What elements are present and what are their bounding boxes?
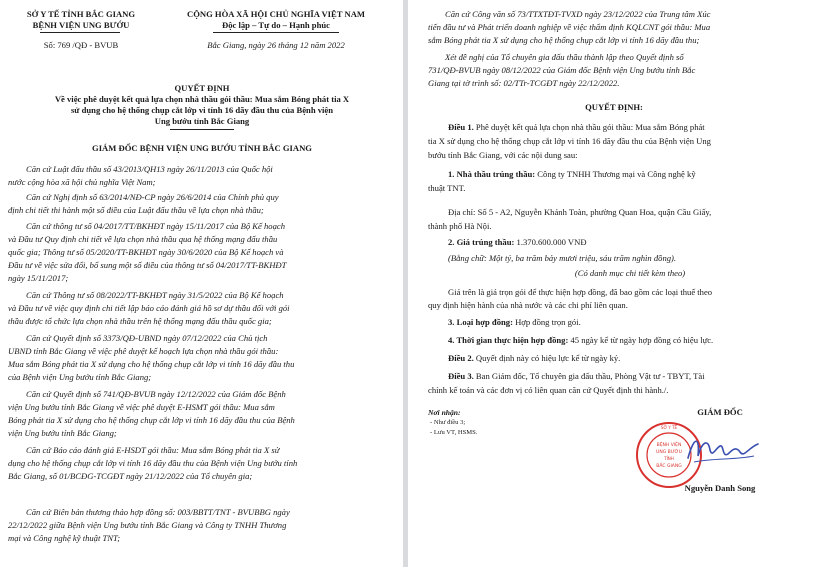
basis-line: Mua sắm Bóng phát tia X sử dụng cho hệ thống chụp cắt lớp vi tính 16 dãy đầu thu [8,359,295,369]
basis-line: Đầu tư về việc sửa đổi, bổ sung một số điều của thông tư số 04/2017/TT-BKHĐT [8,260,287,270]
basis-line: Căn cứ Luật đấu thầu số 43/2013/QH13 ngày 26/11/2013 của Quốc hội [26,164,273,174]
basis-line: Xét đề nghị của Tổ chuyên gia đấu thầu thành lập theo Quyết định số [445,52,684,62]
contract-type-label: 3. Loại hợp đồng: [448,317,513,327]
basis-line: thầu được tổ chức lựa chọn nhà thầu trên hệ thống mạng đấu thầu quốc gia; [8,316,272,326]
price-note-cont: quy định hiện hành của nhà nước và các chi phí liên quan. [428,300,628,310]
basis-line: tiến đầu tư và Phát triển doanh nghiệp về việc thẩm định KQLCNT gói thầu: Mua [428,22,711,32]
basis-line: Căn cứ Quyết định số 3373/QĐ-UBND ngày 07/12/2022 của Chủ tịch [26,333,268,343]
doc-subject-line: Về việc phê duyệt kết quả lựa chọn nhà thầu gói thầu: Mua sắm Bóng phát tia X [54,94,350,104]
article-3-label: Điều 3. [448,371,474,381]
agency-name: SỞ Y TẾ TỈNH BẮC GIANG [26,9,136,19]
recipient-item: - Lưu VT, HSMS. [430,429,478,436]
winner-value-cont: thuật TNT. [428,183,466,193]
basis-line: Giang tại tờ trình số: 02/TTr-TCGĐT ngày 22/12/2022. [428,78,620,88]
document-page-1 [0,0,403,567]
basis-line: và Đầu tư về việc quy định chi tiết lập báo cáo đánh giá hồ sơ dự thầu đối với gói [8,303,290,313]
recipient-item: - Như điều 3; [430,419,466,426]
basis-line: sắm Bóng phát tia X sử dụng cho hệ thống chụp cắt lớp vi tính 16 dãy đầu thu; [428,35,700,45]
basis-line: Căn cứ Quyết định số 741/QĐ-BVUB ngày 12/12/2022 của Giám đốc Bệnh [26,389,286,399]
basis-line: viện Ung bướu tỉnh Bắc Giang về việc phê duyệt E-HSMT gói thầu: Mua sắm [8,402,275,412]
svg-text:SỞ Y TẾ: SỞ Y TẾ [660,425,678,430]
basis-line: 731/QĐ-BVUB ngày 08/12/2022 của Giám đốc Bệnh viện Ung bướu tỉnh Bắc [428,65,696,75]
price-note: Giá trên là giá trọn gói để thực hiện hợp đồng, đã bao gồm các loại thuế theo [448,287,713,297]
article-1-line: tia X sử dụng cho hệ thống chụp cắt lớp vi tính 16 dãy đầu thu của Bệnh viện Ung [428,136,711,146]
basis-line: viện Ung bướu tỉnh Bắc Giang; [8,428,117,438]
svg-text:BỆNH VIỆN: BỆNH VIỆN [656,443,682,448]
basis-line: Căn cứ thông tư số 04/2017/TT/BKHĐT ngày 15/11/2017 của Bộ Kế hoạch [26,221,285,231]
svg-text:TỈNH: TỈNH [664,456,674,461]
country-name: CỘNG HÒA XÃ HỘI CHỦ NGHĨA VIỆT NAM [186,9,366,19]
contract-type-row [448,317,581,328]
basis-line: Căn cứ Công văn số 73/TTXTĐT-TVXD ngày 23/12/2022 của Trung tâm Xúc [445,9,711,19]
duration-label: 4. Thời gian thực hiện hợp đồng: [448,335,569,345]
article-3 [448,371,705,382]
article-1 [448,122,705,133]
hospital-name: BỆNH VIỆN UNG BƯỚU [32,20,130,30]
basis-line: Căn cứ Biên bản thương thảo hợp đồng số: 003/BBTT/TNT - BVUBBG ngày [26,507,290,517]
doc-subject-line: Ung bướu tỉnh Bắc Giang [154,116,250,126]
issuing-authority: GIÁM ĐỐC BỆNH VIỆN UNG BƯỚU TỈNH BẮC GIANG [92,143,312,153]
basis-line: Bắc Giang, số 01/BCĐG-TCGĐT ngày 21/12/2022 của Tổ chuyên gia; [8,471,253,481]
basis-line: UBND tỉnh Bắc Giang về việc phê duyệt kế hoạch lựa chọn nhà thầu gói thầu: [8,346,279,356]
price-value: 1.370.600.000 VNĐ [514,237,587,247]
doc-title: QUYẾT ĐỊNH [174,83,230,93]
article-3-cont: chính kế toán và các đơn vị có liên quan căn cứ Quyết định thi hành./. [428,385,669,395]
duration-value: 45 ngày kể từ ngày hợp đồng có hiệu lực. [568,335,714,345]
basis-line: nước cộng hòa xã hội chủ nghĩa Việt Nam; [8,177,156,187]
article-3-text: Ban Giám đốc, Tổ chuyên gia đấu thầu, Phòng Vật tư - TBYT, Tài [473,371,705,381]
article-2-label: Điều 2. [448,353,474,363]
subject-underline [170,129,234,130]
issue-date: Bắc Giang, ngày 26 tháng 12 năm 2022 [207,40,345,50]
price-appendix-note: (Có danh mục chi tiết kèm theo) [574,268,686,278]
article-1-line: bướu tỉnh Bắc Giang, với các nội dung sau: [428,150,578,160]
basis-line: và Đầu tư Quy định chi tiết về lựa chọn nhà thầu qua hệ thống mạng đấu thầu [8,234,278,244]
handwritten-signature [684,428,762,472]
article-2 [448,353,620,364]
svg-text:BẮC GIANG: BẮC GIANG [656,464,682,469]
winner-label: 1. Nhà thầu trúng thầu: [448,169,536,179]
header-divider [40,32,120,33]
basis-line: quốc gia; Thông tư số 05/2020/TT-BKHĐT ngày 30/6/2020 của Bộ Kế hoạch và [8,247,284,257]
price-row [448,237,587,248]
signer-title: GIÁM ĐỐC [697,407,743,417]
basis-line: ngày 15/11/2017; [8,273,69,283]
basis-line: Căn cứ Báo cáo đánh giá E-HSDT gói thầu: Mua sắm Bóng phát tia X sử [26,445,280,455]
motto-underline [213,32,339,33]
article-2-text: Quyết định này có hiệu lực kể từ ngày ký. [473,353,621,363]
signer-name: Nguyễn Danh Song [684,483,756,493]
basis-line: của Bệnh viện Ung bướu tỉnh Bắc Giang; [8,372,152,382]
winner-row [448,169,696,180]
contract-type-value: Hợp đồng trọn gói. [512,317,581,327]
price-label: 2. Giá trúng thầu: [448,237,515,247]
doc-subject-line: sử dụng cho hệ thống chụp cắt lớp vi tính 16 dãy đầu thu của Bệnh viện [70,105,334,115]
basis-line: Căn cứ Thông tư số 08/2022/TT-BKHĐT ngày 31/5/2022 của Bộ Kế hoạch [26,290,284,300]
basis-line: 22/12/2022 giữa Bệnh viện Ung bướu tỉnh Bắc Giang và Công ty TNHH Thương [8,520,287,530]
basis-line: mại và Công nghệ kỹ thuật TNT; [8,533,121,543]
article-1-label: Điều 1. [448,122,474,132]
duration-row [448,335,713,346]
winner-value: Công ty TNHH Thương mại và Công nghệ kỹ [535,169,696,179]
article-1-text: Phê duyệt kết quả lựa chọn nhà thầu gói thầu: Mua sắm Bóng phát [473,122,705,132]
winner-address-cont: thành phố Hà Nội. [428,221,492,231]
decision-number: Số: 769 /QĐ - BVUB [43,40,119,50]
recipients-heading: Nơi nhận: [428,408,461,417]
winner-address: Địa chỉ: Số 5 - A2, Nguyễn Khánh Toàn, phường Quan Hoa, quận Cầu Giấy, [448,207,712,217]
svg-text:UNG BƯỚU: UNG BƯỚU [656,450,682,455]
price-in-words: (Bằng chữ: Một tỷ, ba trăm bảy mươi triệu, sáu trăm nghìn đồng). [448,253,677,263]
basis-line: Căn cứ Nghị định số 63/2014/NĐ-CP ngày 26/6/2014 của Chính phủ quy [26,192,279,202]
national-motto: Độc lập – Tự do – Hạnh phúc [222,20,330,30]
basis-line: dụng cho hệ thống chụp cắt lớp vi tính 16 dãy đầu thu của Bệnh viện Ung bướu tỉnh [8,458,298,468]
basis-line: Bóng phát tia X sử dụng cho hệ thống chụp cắt lớp vi tính 16 dãy đầu thu của Bệnh [8,415,295,425]
basis-line: định chi tiết thi hành một số điều của Luật đấu thầu về lựa chọn nhà thầu; [8,205,264,215]
decision-heading: QUYẾT ĐỊNH: [585,102,643,112]
